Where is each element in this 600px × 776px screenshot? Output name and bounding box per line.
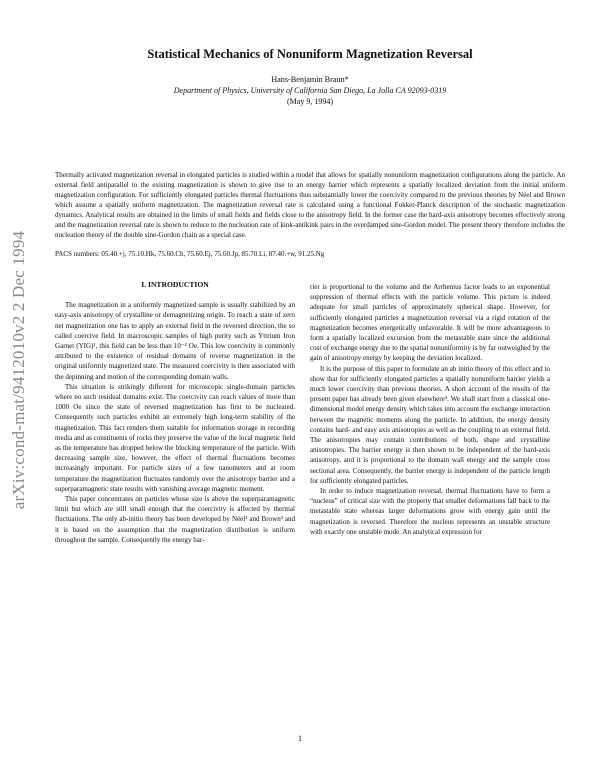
arxiv-identifier: arXiv:cond-mat/9412010v2 2 Dec 1994: [9, 230, 28, 510]
paragraph: This paper concentrates on particles whose size is above the superparamagnetic limit but which are still small enough that the coercivity is affected by thermal fluctuations. The only ab-initio theory has been developed by Néel² and Brown³ and it is based on the assumption that the magnetization distribution is uniform throughout the sample. Consequently the energy bar-: [55, 495, 295, 544]
right-column: [310, 282, 550, 537]
author-line: Hans-Benjamin Braun*: [271, 75, 349, 84]
paragraph: This situation is strikingly different for microscopic single-domain particles where no such residual domains exist. The coercivity can reach values of more than 1000 Oe since the state of reversed magnetization has first to be nucleated. Consequently such particles exhibit an extremely high long-term stability of the magnetization. This fact renders them suitable for information storage in recording media and as constituents of rocks they preserve the value of the local magnetic field as the temperature has dropped below the blocking temperature of the particle. With decreasing sample size, however, the effect of thermal fluctuations becomes increasingly important. For particle sizes of a few nanometers and at room temperature the magnetization fluctuates randomly over the anisotropy barrier and a superparamagnetic state results with vanishing average magnetic moment.: [55, 382, 295, 493]
affiliation-line: Department of Physics, University of California San Diego, La Jolla CA 92093-0319: [173, 86, 447, 95]
left-column: [55, 280, 295, 545]
date-line: (May 9, 1994): [287, 97, 333, 106]
section-heading: I. INTRODUCTION: [141, 280, 209, 289]
paragraph: The magnetization in a uniformly magnetized sample is usually stabilized by an easy-axis anisotropy of crystalline or demagnetizing origin. To reach a state of zero net magnetization one has to apply an external field in the reversed direction, the so called coercive field. In macroscopic samples of high purity such as Yttrium Iron Garnet (YIG)¹, this field can be less than 10⁻² Oe. This low coercivity is commonly attributed to the existence of residual domains of reverse magnetization in the original uniformly magnetized state. The measured coercivity is then associated with the depinning and motion of the corresponding domain walls.: [55, 301, 295, 381]
paragraph: rier is proportional to the volume and the Arrhenius factor leads to an exponential suppression of thermal effects with the particle volume. This picture is indeed adequate for small particles of approximately spherical shape. However, for sufficiently elongated particles a magnetization reversal via a rigid rotation of the magnetization becomes energetically unfavorable. It will be more advantageous to form a spatially localized excursion from the metastable state since the additional cost of exchange energy due to the spatial nonuniformity is by far outweighed by the gain of anisotropy energy by keeping the deviation localized.: [310, 283, 550, 363]
pacs-numbers: PACS numbers: 05.40.+j, 75.10.Hk, 75.60.Ch, 75.60.Ej, 75.60.Jp, 85.70.Li, 87.40.+w, 91.25.Ng: [55, 250, 325, 258]
paragraph: In order to induce magnetization reversal, thermal fluctuations have to form a “nucleus” of critical size with the property that smaller deformations fall back to the metastable state whereas larger deformations grow with energy gain until the magnetization is reversed. Therefore the nucleus represents an unstable structure with exactly one unstable mode. An analytical expression for: [310, 487, 550, 536]
page-number: 1: [298, 734, 302, 743]
arxiv-sidebar-stamp: [4, 180, 34, 560]
paper-title: Statistical Mechanics of Nonuniform Magnetization Reversal: [147, 47, 473, 61]
abstract: Thermally activated magnetization reversal in elongated particles is studied within a model that allows for spatially nonuniform magnetization configurations along the particle. An external field antiparallel to the existing magnetization is shown to give rise to an energy barrier which represents a spatially localized deviation from the initial uniform magnetization configuration. For sufficiently elongated particles thermal fluctuations thus substantially lower the coercivity compared to the previous theories by Néel and Brown which assume a spatially uniform magnetization. The magnetization reversal rate is calculated using a functional Fokker-Planck description of the stochastic magnetization dynamics. Analytical results are obtained in the limits of small fields and fields close to the anisotropy field. In the former case the hard-axis anisotropy becomes effectively strong and the magnetization reversal rate is shown to reduce to the nucleation rate of kink-antikink pairs in the overdamped sine-Gordon model. The present theory therefore includes the nucleation theory of the double sine-Gordon chain as a special case.: [55, 171, 565, 239]
paragraph: It is the purpose of this paper to formulate an ab initio theory of this effect and to show that for sufficiently elongated particles a spatially nonuniform barrier yields a much lower coercivity than previous theories. A short account of the results of the present paper has already been given elsewhere⁴. We shall start from a classical one-dimensional model energy density which takes into account the exchange interaction between the magnetic moments along the particle. In addition, the energy density contains hard- and easy axis anisotropies as well as the coupling to an external field. The anisotropies may contain contributions of both, shape and crystalline anisotropies. The barrier energy is then shown to be independent of the hard-axis anisotropy, and it is proportional to the domain wall energy and the sample cross sectional area. Consequently, the barrier energy is independent of the particle length for sufficiently elongated particles.: [310, 364, 550, 485]
